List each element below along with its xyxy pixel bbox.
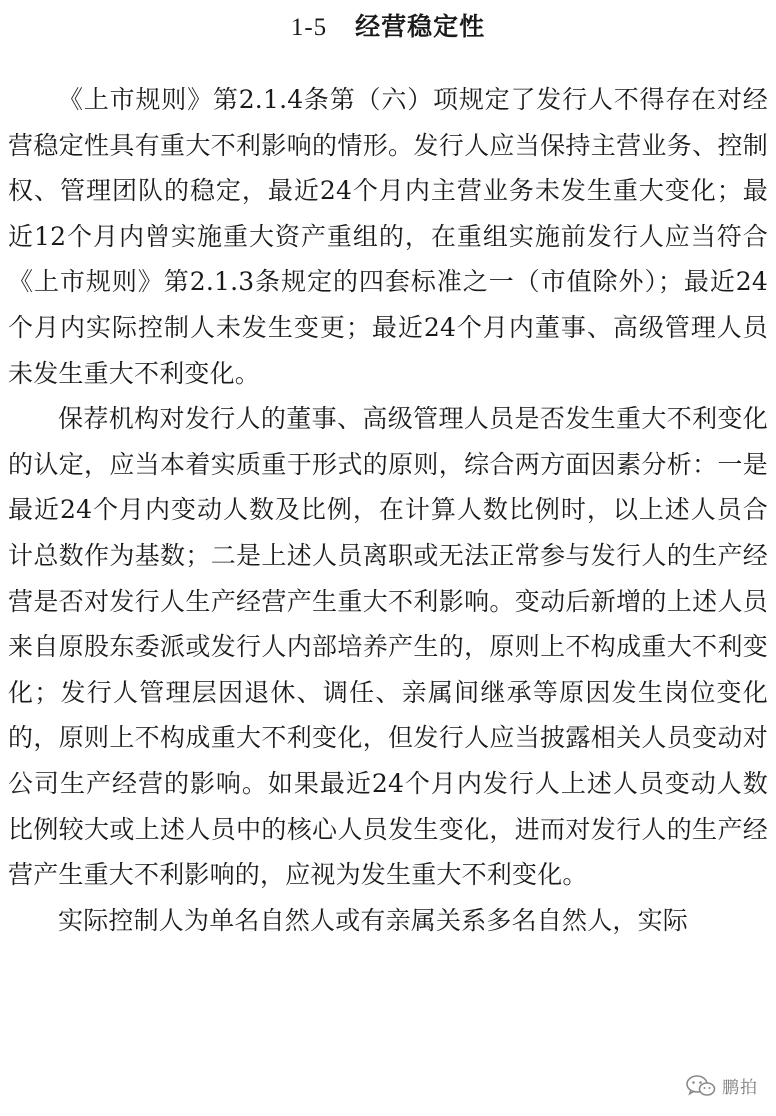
section-title: 经营稳定性: [355, 12, 486, 41]
wechat-icon: [686, 1074, 716, 1098]
watermark: [682, 1071, 762, 1100]
paragraph: 实际控制人为单名自然人或有亲属关系多名自然人，实际: [58, 905, 689, 935]
document-body: [8, 77, 768, 943]
watermark-text: 鹏拍: [722, 1078, 758, 1098]
paragraph: 《上市规则》第2.1.4条第（六）项规定了发行人不得存在对经营稳定性具有重大不利影响的情形。发行人应当保持主营业务、控制权、管理团队的稳定，最近24个月内主营业务未发生重大变化；最近12个月内曾实施重大资产重组的，在重组实施前发行人应当符合《上市规则》第2.1.3条规定的四套标准之一（市值除外）；最近24个月内实际控制人未发生变更；最近24个月内董事、高级管理人员未发生重大不利变化。: [8, 85, 768, 388]
paragraph: 保荐机构对发行人的董事、高级管理人员是否发生重大不利变化的认定，应当本着实质重于形式的原则，综合两方面因素分析：一是最近24个月内变动人数及比例，在计算人数比例时，以上述人员合计总数作为基数；二是上述人员离职或无法正常参与发行人的生产经营是否对发行人生产经营产生重大不利影响。变动后新增的上述人员来自原股东委派或发行人内部培养产生的，原则上不构成重大不利变化；发行人管理层因退休、调任、亲属间继承等原因发生岗位变化的，原则上不构成重大不利变化，但发行人应当披露相关人员变动对公司生产经营的影响。如果最近24个月内发行人上述人员变动人数比例较大或上述人员中的核心人员发生变化，进而对发行人的生产经营产生重大不利影响的，应视为发生重大不利变化。: [8, 404, 768, 890]
section-number: 1-5: [290, 14, 328, 41]
section-heading: [0, 10, 776, 45]
